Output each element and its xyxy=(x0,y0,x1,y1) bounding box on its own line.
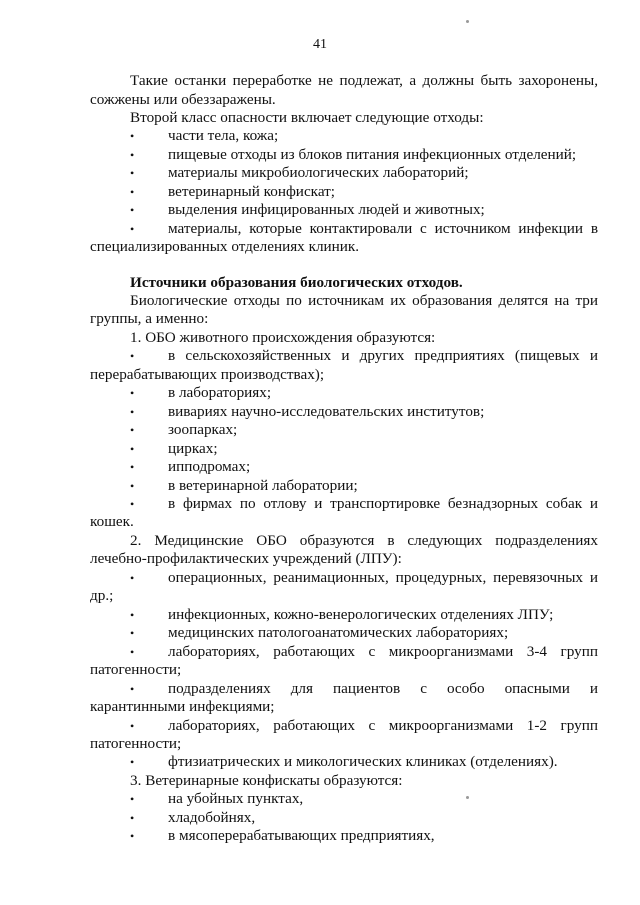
list-item: выделения инфицированных людей и животных; xyxy=(168,201,485,218)
list-bullet: • xyxy=(130,185,135,199)
list-bullet: • xyxy=(130,571,135,585)
list-item-continuation: патогенности; xyxy=(90,661,182,678)
list-item-continuation: др.; xyxy=(90,587,114,604)
list-bullet: • xyxy=(130,719,135,733)
paragraph-line: сожжены или обеззаражены. xyxy=(90,91,276,108)
list-item: медицинских патологоанатомических лабораториях; xyxy=(168,624,509,641)
list-item: ипподромах; xyxy=(168,458,251,475)
list-bullet: • xyxy=(130,222,135,236)
page-number: 41 xyxy=(313,37,327,52)
list-item: в мясоперерабатывающих предприятиях, xyxy=(168,827,435,844)
list-bullet: • xyxy=(130,148,135,162)
paragraph-line: группы, а именно: xyxy=(90,310,209,327)
list-bullet: • xyxy=(130,166,135,180)
list-item: зоопарках; xyxy=(168,421,238,438)
list-item: подразделениях для пациентов с особо опасными и xyxy=(168,680,598,697)
list-bullet: • xyxy=(130,608,135,622)
list-bullet: • xyxy=(130,423,135,437)
scan-speck xyxy=(466,796,469,799)
list-item: пищевые отходы из блоков питания инфекционных отделений; xyxy=(168,146,577,163)
list-item: части тела, кожа; xyxy=(168,127,279,144)
list-item: хладобойнях, xyxy=(168,809,256,826)
section-heading: Источники образования биологических отходов. xyxy=(130,274,463,291)
group-heading: 2. Медицинские ОБО образуются в следующих подразделениях xyxy=(130,532,598,549)
list-item: в ветеринарной лаборатории; xyxy=(168,477,358,494)
list-bullet: • xyxy=(130,386,135,400)
list-bullet: • xyxy=(130,479,135,493)
list-bullet: • xyxy=(130,203,135,217)
list-bullet: • xyxy=(130,811,135,825)
list-bullet: • xyxy=(130,829,135,843)
list-item-continuation: патогенности; xyxy=(90,735,182,752)
list-bullet: • xyxy=(130,497,135,511)
list-bullet: • xyxy=(130,442,135,456)
list-bullet: • xyxy=(130,460,135,474)
list-item: материалы микробиологических лабораторий; xyxy=(168,164,469,181)
list-item: лабораториях, работающих с микроорганизмами 1-2 групп xyxy=(168,717,598,734)
list-item: на убойных пунктах, xyxy=(168,790,304,807)
list-item: фтизиатрических и микологических клиниках (отделениях). xyxy=(168,753,558,770)
list-bullet: • xyxy=(130,405,135,419)
list-item: вивариях научно-исследовательских институтов; xyxy=(168,403,485,420)
list-item-continuation: кошек. xyxy=(90,513,134,530)
list-bullet: • xyxy=(130,626,135,640)
paragraph-line: Второй класс опасности включает следующие отходы: xyxy=(130,109,484,126)
list-item: в сельскохозяйственных и других предприятиях (пищевых и xyxy=(168,347,598,364)
group-heading: 3. Ветеринарные конфискаты образуются: xyxy=(130,772,403,789)
list-item: в фирмах по отлову и транспортировке безнадзорных собак и xyxy=(168,495,598,512)
list-item: ветеринарный конфискат; xyxy=(168,183,336,200)
list-item-continuation: перерабатывающих производствах); xyxy=(90,366,325,383)
list-bullet: • xyxy=(130,645,135,659)
group-heading: 1. ОБО животного происхождения образуются: xyxy=(130,329,436,346)
group-heading-continuation: лечебно-профилактических учреждений (ЛПУ): xyxy=(90,550,402,567)
list-bullet: • xyxy=(130,129,135,143)
list-item: цирках; xyxy=(168,440,218,457)
list-item: инфекционных, кожно-венерологических отделениях ЛПУ; xyxy=(168,606,554,623)
list-item: в лабораториях; xyxy=(168,384,272,401)
scan-speck xyxy=(466,20,469,23)
list-item: операционных, реанимационных, процедурных, перевязочных и xyxy=(168,569,598,586)
list-item: лабораториях, работающих с микроорганизмами 3-4 групп xyxy=(168,643,598,660)
list-item: материалы, которые контактировали с источником инфекции в xyxy=(168,220,598,237)
list-bullet: • xyxy=(130,755,135,769)
paragraph-line: Биологические отходы по источникам их образования делятся на три xyxy=(130,292,598,309)
list-bullet: • xyxy=(130,349,135,363)
paragraph-line: Такие останки переработке не подлежат, а должны быть захоронены, xyxy=(130,72,598,89)
list-item-continuation: карантинными инфекциями; xyxy=(90,698,275,715)
list-bullet: • xyxy=(130,682,135,696)
list-bullet: • xyxy=(130,792,135,806)
list-item-continuation: специализированных отделениях клиник. xyxy=(90,238,360,255)
